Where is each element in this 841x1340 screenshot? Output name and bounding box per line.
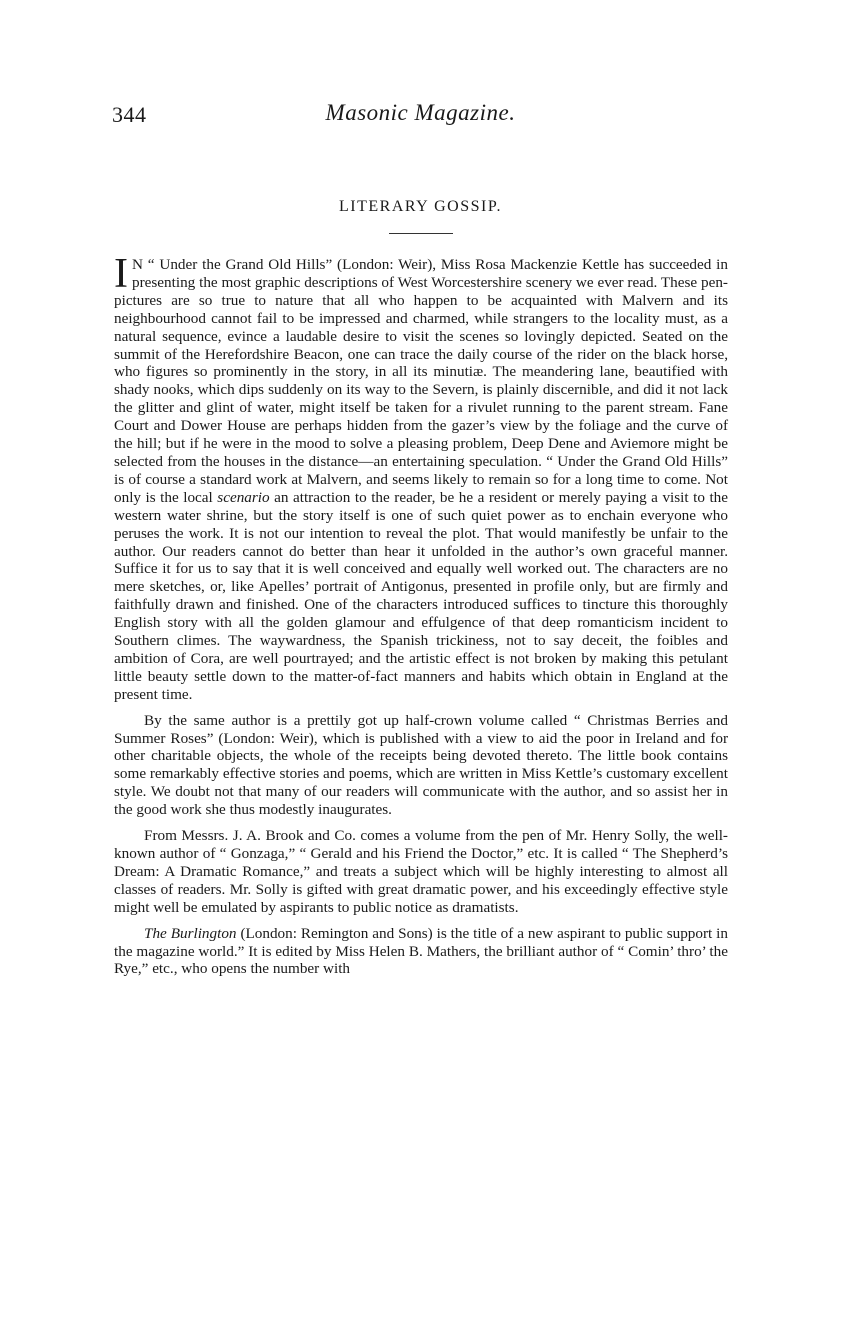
italic-scenario: scenario: [217, 488, 270, 506]
paragraph-2: By the same author is a prettily got up half-crown volume called “ Christmas Berries and Summer Roses” (London: Weir), which is published with a view to aid the poor in Ireland and for other charitable objects, the whole of the receipts being devoted thereto. The little book contains some remarkably effective stories and poems, which are written in Miss Kettle’s customary excellent style. We doubt not that many of our readers will communicate with the author, and so assist her in the good work she thus modestly inaugurates.: [114, 711, 728, 819]
title-divider: [389, 233, 453, 234]
paragraph-4: [114, 925, 728, 979]
running-title: Masonic Magazine.: [325, 100, 516, 125]
paragraph-1-text: N “ Under the Grand Old Hills” (London: Weir), Miss Rosa Mackenzie Kettle has succeeded in presenting the most graphic descriptions of West Worcestershire scenery we ever read. These pen-pictures are so true to nature that all who happen to be acquainted with Malvern and its neighbourhood cannot fail to be impressed and charmed, while strangers to the locality must, as a natural sequence, evince a laudable desire to visit the scenes so lovingly depicted. Seated on the summit of the Herefordshire Beacon, one can trace the daily course of the rider on the black horse, who figures so prominently in the story, in all its minutiæ. The meandering lane, beautified with shady nooks, which dips suddenly on its way to the Severn, is plainly discernible, and did it not lack the glitter and glint of water, might itself be taken for a rivulet running to the parent stream. Fane Court and Dower House are perhaps hidden from the gazer’s view by the foliage and the curve of the hill; but if he were in the mood to solve a pleasing problem, Deep Dene and Aviemore might be selected from the houses in the distance—an entertaining speculation. “ Under the Grand Old Hills” is of course a standard work at Malvern, and seems likely to remain so for a long time to come. Not only is the local: [114, 256, 728, 506]
paragraph-1: [114, 251, 729, 704]
italic-burlington: The Burlington: [144, 924, 237, 942]
article-title: LITERARY GOSSIP.: [339, 198, 502, 215]
drop-cap: I: [114, 251, 128, 297]
paragraph-4-text: (London: Remington and Sons) is the title of a new aspirant to public support in the magazine world.” It is edited by Miss Helen B. Mathers, the brilliant author of “ Comin’ thro’ the Rye,” etc., who opens the number with: [114, 924, 728, 978]
page-number: 344: [112, 102, 147, 127]
article-body: [114, 251, 729, 986]
paragraph-1-text-continued: an attraction to the reader, be he a resident or merely paying a visit to the western water shrine, but the story itself is one of such quiet power as to enchain everyone who peruses the work. It is not our intention to reveal the plot. That would manifestly be unfair to the author. Our readers cannot do better than hear it unfolded in the author’s own graceful manner. Suffice it for us to say that it is well conceived and equally well worked out. The characters are no mere sketches, or, like Apelles’ portrait of Antigonus, presented in profile only, but are firmly and faithfully drawn and finished. One of the characters introduced suffices to tincture this thoroughly English story with all the golden glamour and effulgence of that deep romanticism incident to Southern climes. The waywardness, the Spanish trickiness, not to say deceit, the foibles and ambition of Cora, are well pourtrayed; and the artistic effect is not broken by making this petulant little beauty settle down to the matter-of-fact manners and habits which obtain in England at the present time.: [114, 488, 729, 703]
paragraph-3: From Messrs. J. A. Brook and Co. comes a volume from the pen of Mr. Henry Solly, the well-known author of “ Gonzaga,” “ Gerald and his Friend the Doctor,” etc. It is called “ The Shepherd’s Dream: A Dramatic Romance,” and treats a subject which will be highly interesting to almost all classes of readers. Mr. Solly is gifted with great dramatic power, and his exceedingly effective style might well be emulated by aspirants to public notice as dramatists.: [114, 827, 728, 916]
